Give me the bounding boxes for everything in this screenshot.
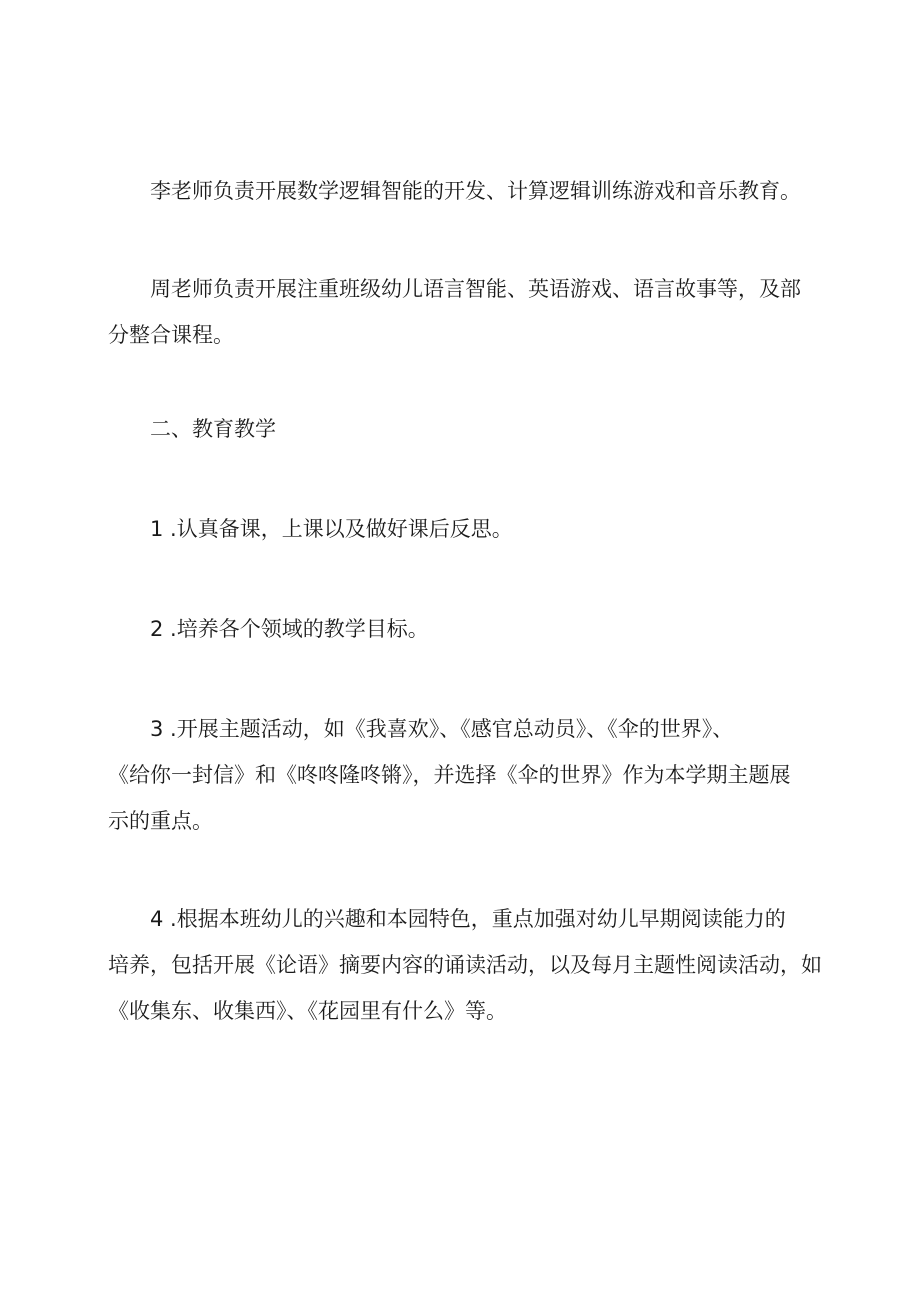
list-item-text: 1 .认真备课，上课以及做好课后反思。 (150, 517, 513, 541)
document-body (108, 168, 824, 1034)
list-item-4 (108, 896, 824, 1034)
paragraph-line: 周老师负责开展注重班级幼儿语言智能、英语游戏、语言故事等，及部 (150, 277, 801, 301)
list-item-2 (108, 606, 824, 652)
paragraph-zhou-teacher (108, 266, 824, 358)
list-item-1 (108, 506, 824, 552)
list-item-line: 3 .开展主题活动，如《我喜欢》、《感官总动员》、《伞的世界》、 (150, 717, 734, 741)
paragraph-li-teacher (108, 168, 824, 214)
paragraph-line: 分整合课程。 (108, 323, 234, 347)
list-item-line: 示的重点。 (108, 809, 213, 833)
section-heading (108, 406, 824, 452)
list-item-3 (108, 706, 824, 844)
list-item-line: 培养，包括开展《论语》摘要内容的诵读活动，以及每月主题性阅读活动，如 (108, 953, 822, 977)
paragraph-text: 李老师负责开展数学逻辑智能的开发、计算逻辑训练游戏和音乐教育。 (150, 179, 801, 203)
list-item-text: 2 .培养各个领域的教学目标。 (150, 617, 429, 641)
list-item-line: 《给你一封信》和《咚咚隆咚锵》，并选择《伞的世界》作为本学期主题展 (108, 763, 791, 787)
heading-text: 二、教育教学 (150, 417, 276, 441)
list-item-line: 《收集东、收集西》、《花园里有什么》等。 (108, 999, 507, 1023)
list-item-line: 4 .根据本班幼儿的兴趣和本园特色，重点加强对幼儿早期阅读能力的 (150, 907, 786, 931)
